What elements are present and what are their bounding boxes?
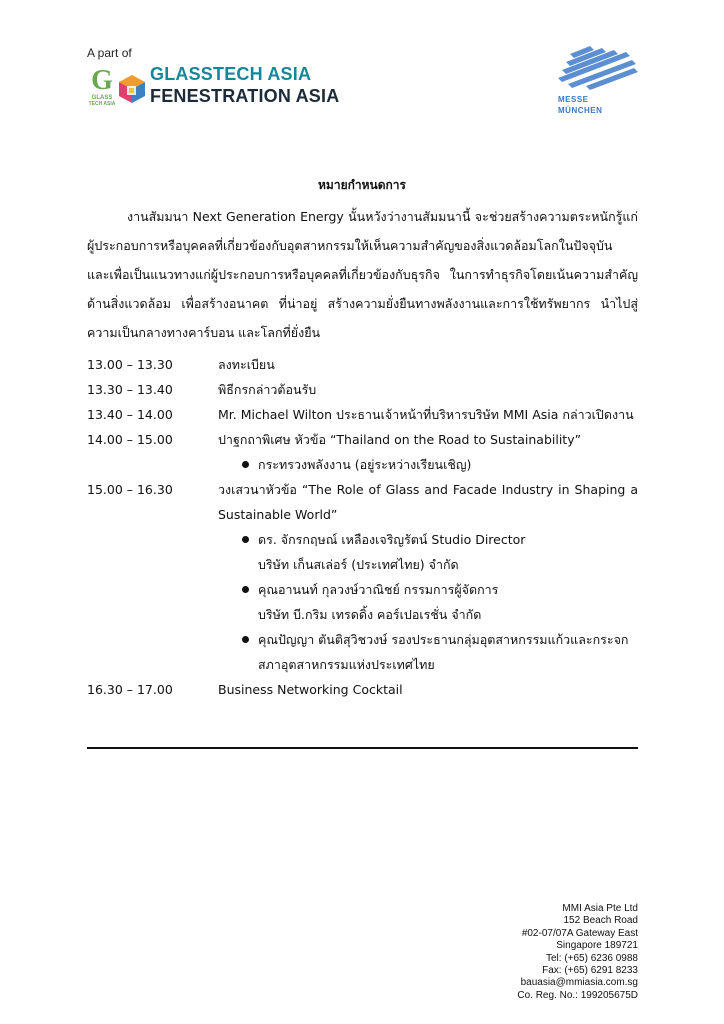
panelist-line1: คุณอานนท์ กุลวงษ์วาณิชย์ กรรมการผู้จัดการ [258, 582, 499, 597]
schedule-time: 13.30 – 13.40 [87, 382, 173, 397]
logo-g-sub1: GLASS [91, 95, 113, 101]
fenestration-cube-icon [118, 74, 146, 104]
bullet-icon [242, 636, 249, 643]
schedule-row [87, 402, 638, 427]
panelist-line2: บริษัท เก็นสเล่อร์ (ประเทศไทย) จำกัด [258, 557, 459, 572]
address-line: MMI Asia Pte Ltd [562, 903, 638, 914]
keynote-speaker-item [258, 452, 638, 477]
schedule-activity: Business Networking Cocktail [218, 682, 403, 697]
panelist-item [258, 577, 638, 627]
messe-line2: MÜNCHEN [558, 106, 603, 115]
schedule-time: 14.00 – 15.00 [87, 432, 173, 447]
messe-line1: MESSE [558, 95, 589, 104]
bullet-icon [242, 586, 249, 593]
schedule [87, 352, 638, 702]
schedule-row [87, 677, 638, 702]
company-address [517, 903, 638, 1002]
schedule-time: 13.40 – 14.00 [87, 407, 173, 422]
address-line: Co. Reg. No.: 199205675D [517, 989, 638, 1001]
schedule-row [87, 427, 638, 452]
document-title: หมายกำหนดการ [318, 178, 406, 192]
speaker-line: กระทรวงพลังงาน (อยู่ระหว่างเรียนเชิญ) [258, 457, 472, 472]
messe-muenchen-text [558, 94, 602, 116]
schedule-activity: วงเสวนาหัวข้อ “The Role of Glass and Facade Industry in Shaping a Sustainable World” [218, 482, 638, 522]
intro-text: งานสัมมนา Next Generation Energy นั้นหวังว่างานสัมมนานี้ จะช่วยสร้างความตระหนักรู้แก่ผู้ประกอบการหรือบุคคลที่เกี่ยวข้องกับอุตสาหกรรมให้เห็นความสำคัญของสิ่งแวดล้อมโลกในปัจจุบัน และเพื่อเป็นแนวทางแก่ผู้ประกอบการหรือบุคคลที่เกี่ยวข้องกับธุรกิจ ในการทำธุรกิจโดยเน้นความสำคัญด้านสิ่งแวดล้อม เพื่อสร้างอนาคต ที่น่าอยู่ สร้างความยั่งยืนทางพลังงานและการใช้ทรัพยากร นำไปสู่ความเป็นกลางทางคาร์บอน และโลกที่ยั่งยืน [87, 209, 638, 340]
panelist-line1: ดร. จักรกฤษณ์ เหลืองเจริญรัตน์ Studio Director [258, 532, 526, 547]
address-line: #02-07/07A Gateway East [521, 927, 638, 939]
panelist-line2: สภาอุตสาหกรรมแห่งประเทศไทย [258, 657, 435, 672]
schedule-row [87, 377, 638, 402]
bullet-icon [242, 461, 249, 468]
schedule-activity: พิธีกรกล่าวต้อนรับ [218, 382, 317, 397]
brand-fenestration-asia: FENESTRATION ASIA [150, 86, 340, 106]
address-line: bauasia@mmiasia.com.sg [520, 977, 638, 989]
intro-paragraph [87, 202, 638, 347]
glasstech-g-logo [87, 64, 117, 106]
address-line: Fax: (+65) 6291 8233 [542, 965, 638, 977]
address-line: 152 Beach Road [563, 915, 638, 927]
schedule-time: 13.00 – 13.30 [87, 357, 173, 372]
address-line: Singapore 189721 [556, 940, 638, 952]
schedule-row [87, 352, 638, 377]
panelist-line2: บริษัท บี.กริม เทรดดิ้ง คอร์เปอเรชั่น จำกัด [258, 607, 482, 622]
panelist-item [258, 627, 638, 677]
messe-muenchen-logo [556, 46, 638, 92]
schedule-activity: ลงทะเบียน [218, 357, 275, 372]
divider [87, 747, 638, 749]
schedule-activity: ปาฐกถาพิเศษ หัวข้อ “Thailand on the Road to Sustainability” [218, 432, 582, 447]
panelist-item [258, 527, 638, 577]
logo-g-sub2: TECH ASIA [88, 101, 116, 106]
schedule-activity: Mr. Michael Wilton ประธานเจ้าหน้าที่บริหารบริษัท MMI Asia กล่าวเปิดงาน [218, 407, 634, 422]
brand-glasstech-asia: GLASSTECH ASIA [150, 64, 312, 84]
address-line: Tel: (+65) 6236 0988 [545, 952, 638, 964]
panelist-line1: คุณปัญญา ตันติสุวิชวงษ์ รองประธานกลุ่มอุตสาหกรรมแก้วและกระจก [258, 632, 629, 647]
logo-g-letter: G [91, 65, 113, 96]
a-part-of-label: A part of [87, 46, 132, 60]
bullet-icon [242, 536, 249, 543]
schedule-time: 16.30 – 17.00 [87, 682, 173, 697]
schedule-time: 15.00 – 16.30 [87, 482, 173, 497]
schedule-row [87, 477, 638, 527]
